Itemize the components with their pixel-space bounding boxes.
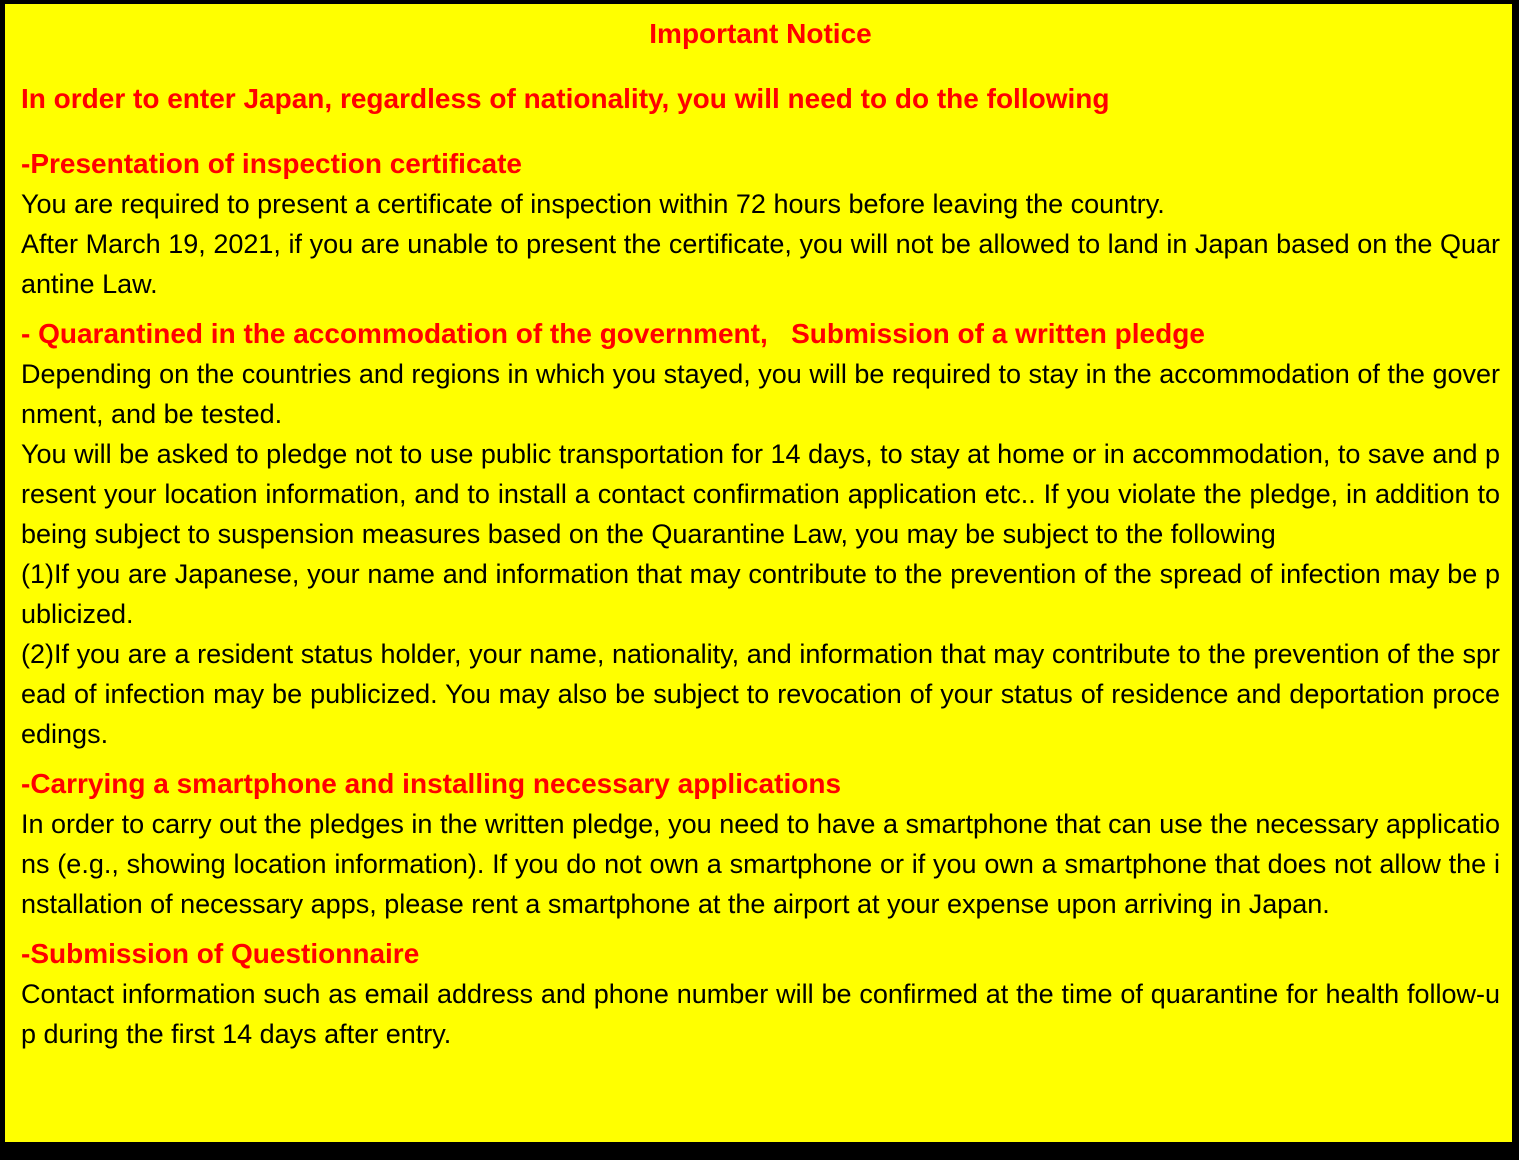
section-heading: - Quarantined in the accommodation of the government, Submission of a written pledge [21, 318, 1205, 349]
section-heading: -Carrying a smartphone and installing necessary applications [21, 768, 842, 799]
paragraph: (1)If you are Japanese, your name and information that may contribute to the prevention of the spread of infection may be publicized. [21, 559, 1500, 629]
paragraph: (2)If you are a resident status holder, your name, nationality, and information that may contribute to the prevention of the spread of infection may be publicized. You may also be subject to revocation of your status of residence and deportation proceedings. [21, 639, 1500, 749]
paragraph: After March 19, 2021, if you are unable to present the certificate, you will not be allowed to land in Japan based on the Quarantine Law. [21, 229, 1500, 299]
paragraph: In order to carry out the pledges in the written pledge, you need to have a smartphone that can use the necessary applications (e.g., showing location information). If you do not own a smartphone or if you own a smartphone that does not allow the installation of necessary apps, please rent a smartphone at the airport at your expense upon arriving in Japan. [21, 809, 1500, 919]
paragraph: You are required to present a certificate of inspection within 72 hours before leaving the country. [21, 189, 1165, 219]
paragraph: Depending on the countries and regions in which you stayed, you will be required to stay in the accommodation of the government, and be tested. [21, 359, 1500, 429]
notice-intro: In order to enter Japan, regardless of nationality, you will need to do the following [21, 83, 1110, 114]
section-questionnaire [21, 934, 1500, 1054]
paragraph: You will be asked to pledge not to use public transportation for 14 days, to stay at home or in accommodation, to save and present your location information, and to install a contact confirmation application etc.. If you violate the pledge, in addition to being subject to suspension measures based on the Quarantine Law, you may be subject to the following [21, 439, 1508, 549]
notice-panel [5, 4, 1512, 1142]
section-heading: -Presentation of inspection certificate [21, 148, 522, 179]
section-quarantine-pledge [21, 314, 1508, 754]
notice-title: Important Notice [649, 18, 872, 49]
section-heading: -Submission of Questionnaire [21, 938, 420, 969]
section-inspection-certificate [21, 144, 1500, 304]
paragraph: Contact information such as email address and phone number will be confirmed at the time of quarantine for health follow-up during the first 14 days after entry. [21, 979, 1500, 1049]
section-smartphone-apps [21, 764, 1500, 924]
